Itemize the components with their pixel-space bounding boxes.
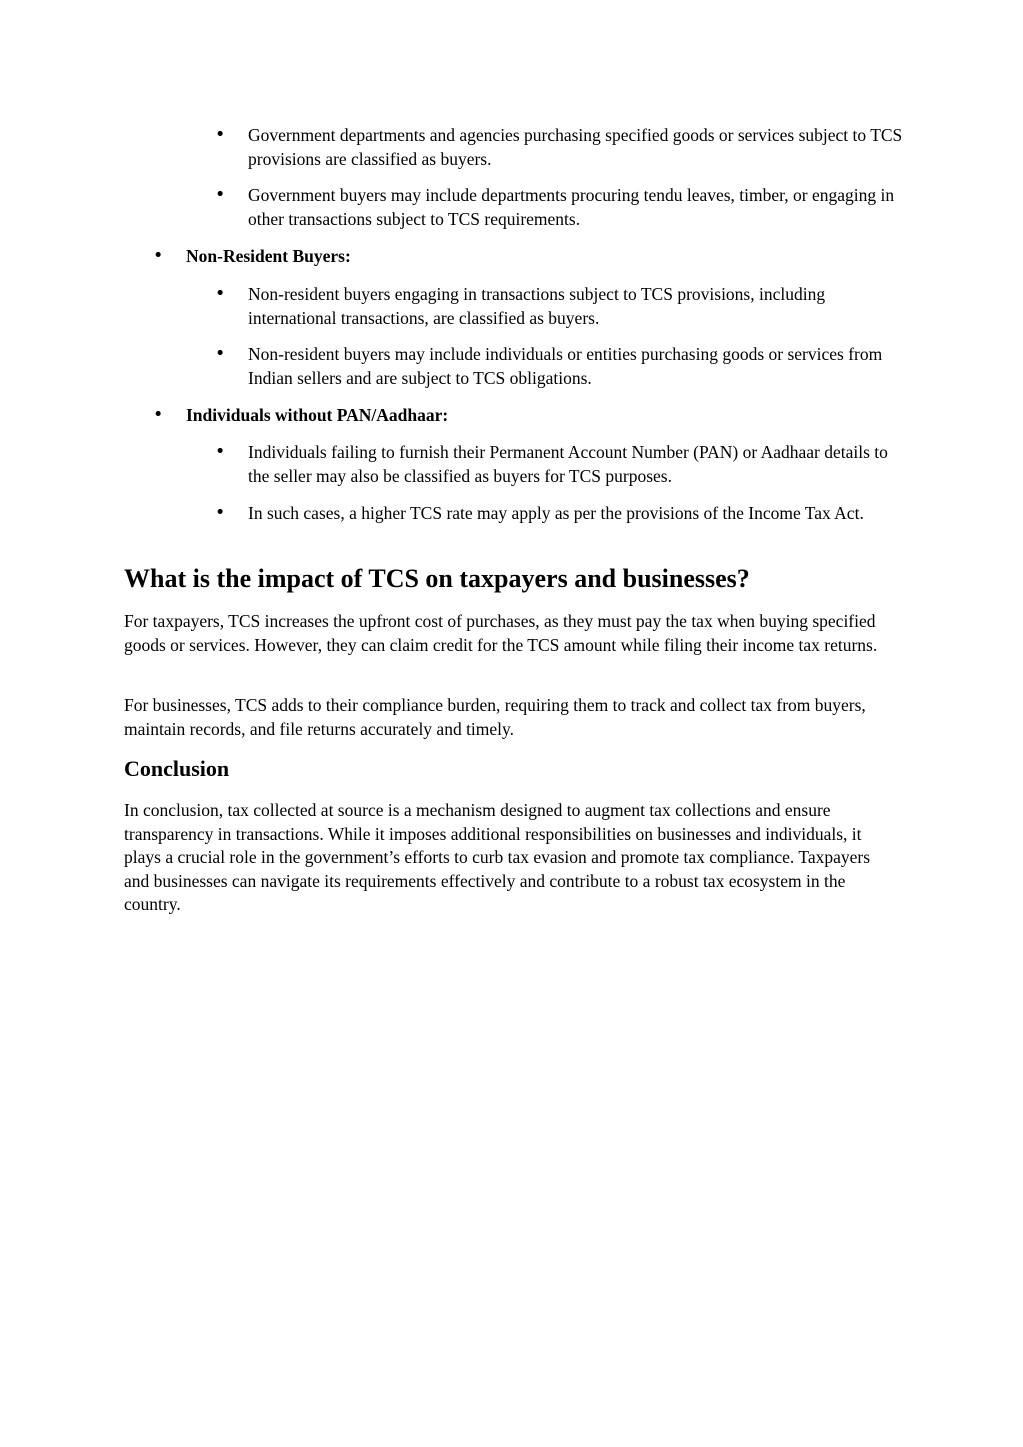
list-item-title: Individuals without PAN/Aadhaar: [186, 405, 449, 425]
bullet-icon: • [215, 344, 226, 364]
paragraph: For taxpayers, TCS increases the upfront cost of purchases, as they must pay the tax when buying specified goods or services. However, they can claim credit for the TCS amount while filing their income tax returns. [124, 611, 878, 655]
conclusion-heading: Conclusion [124, 756, 230, 781]
bullet-icon: • [215, 503, 226, 523]
bullet-icon: • [215, 284, 226, 304]
paragraph: In conclusion, tax collected at source is a mechanism designed to augment tax collections and ensure transparency in transactions. While it imposes additional responsibilities on businesses and individuals, it plays a crucial role in the government’s efforts to curb tax evasion and promote tax compliance. Taxpayers and businesses can navigate its requirements effectively and contribute to a robust tax ecosystem in the country. [124, 800, 871, 914]
list-item: Non-resident buyers engaging in transactions subject to TCS provisions, including international transactions, are classified as buyers. [248, 284, 826, 328]
list-item: Government departments and agencies purchasing specified goods or services subject to TCS provisions are classified as buyers. [248, 125, 903, 169]
bullet-icon: • [215, 442, 226, 462]
list-item: In such cases, a higher TCS rate may apply as per the provisions of the Income Tax Act. [248, 503, 864, 523]
list-item-title: Non-Resident Buyers: [186, 246, 351, 266]
list-item: Non-resident buyers may include individuals or entities purchasing goods or services from Indian sellers and are subject to TCS obligations. [248, 344, 883, 388]
bullet-icon: • [153, 405, 164, 425]
paragraph: For businesses, TCS adds to their compliance burden, requiring them to track and collect tax from buyers, maintain records, and file returns accurately and timely. [124, 695, 866, 739]
section-heading: What is the impact of TCS on taxpayers and businesses? [124, 564, 750, 593]
bullet-icon: • [153, 246, 164, 266]
bullet-icon: • [215, 125, 226, 145]
bullet-icon: • [215, 185, 226, 205]
list-item: Individuals failing to furnish their Permanent Account Number (PAN) or Aadhaar details to the seller may also be classified as buyers for TCS purposes. [248, 442, 888, 486]
list-item: Government buyers may include departments procuring tendu leaves, timber, or engaging in other transactions subject to TCS requirements. [248, 185, 895, 229]
